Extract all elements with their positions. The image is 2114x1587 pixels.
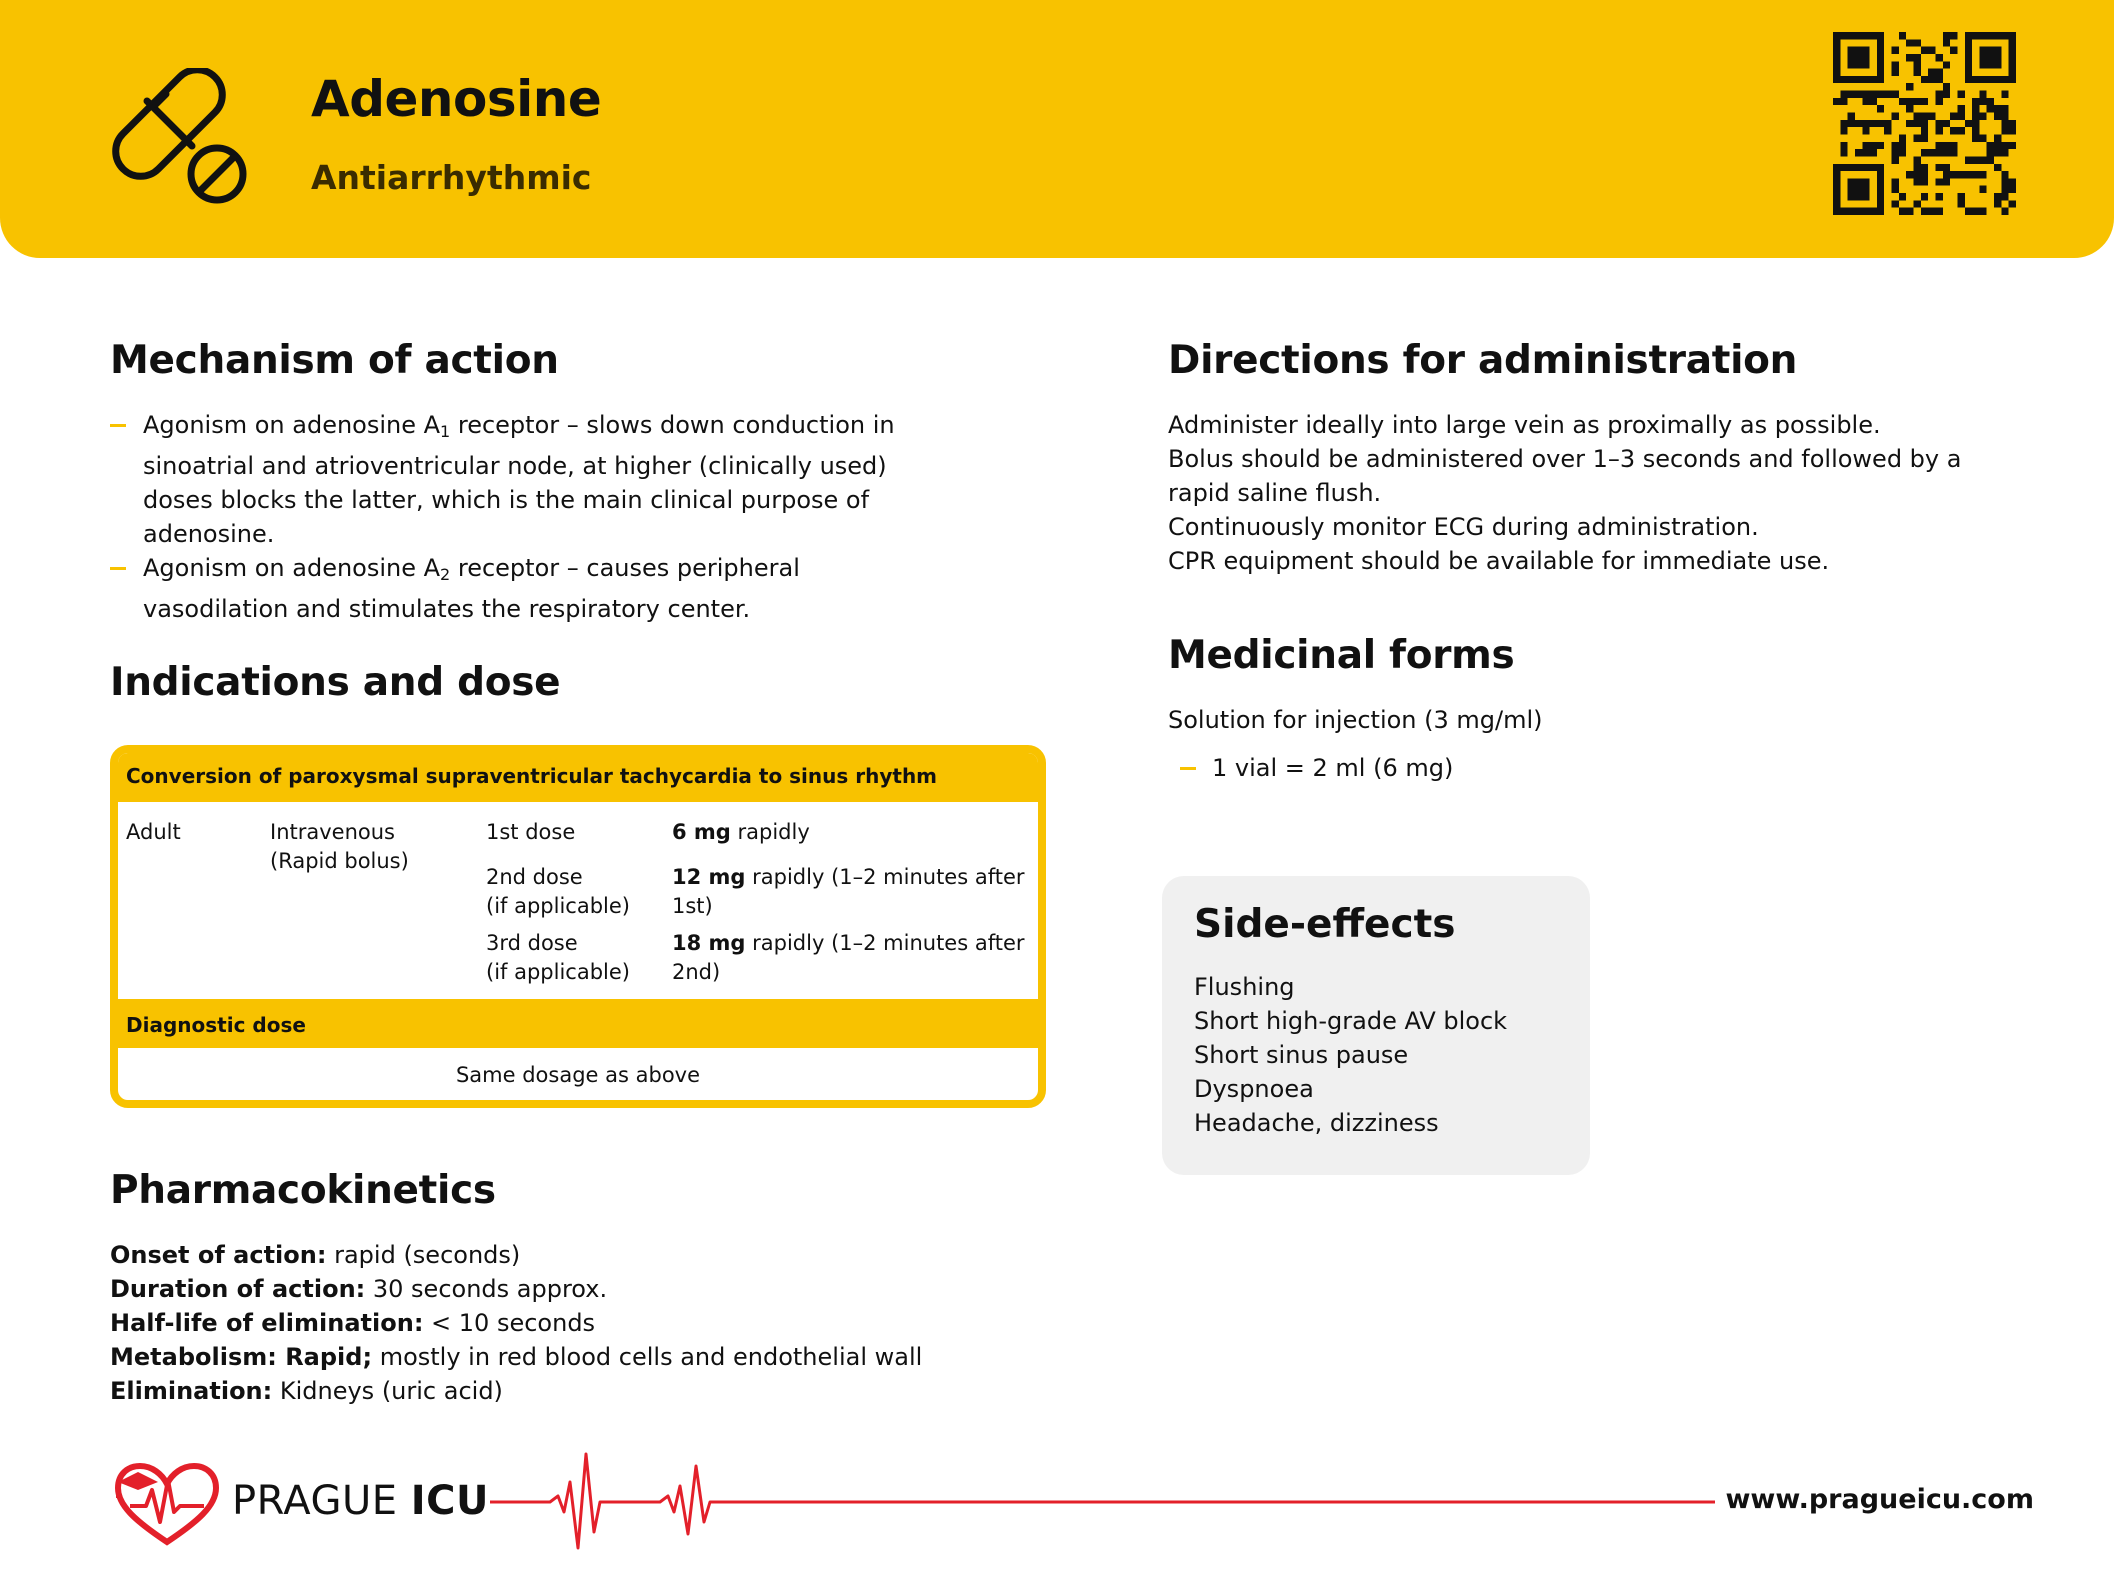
list-item: 1 vial = 2 ml (6 mg) (1180, 751, 1453, 785)
side-effects-panel (1162, 876, 1590, 1175)
dose-value: 18 mg rapidly (1–2 minutes after 2nd) (672, 931, 1025, 984)
bullet-dash (110, 567, 126, 570)
route-cell: Intravenous (Rapid bolus) (270, 820, 409, 873)
drug-class: Antiarrhythmic (311, 158, 592, 197)
list-item: Short high-grade AV block (1194, 1007, 1508, 1035)
diagnostic-dose-text: Same dosage as above (455, 1063, 701, 1087)
list-item: Agonism on adenosine $A_2$ receptor – causes peripheral vasodilation and stimulates the respiratory center. (110, 551, 910, 626)
header-banner (0, 0, 2114, 258)
brand-name: PRAGUE ICU (232, 1478, 489, 1524)
pk-row: Duration of action: 30 seconds approx. (110, 1275, 608, 1303)
mechanism-list (110, 408, 910, 626)
qr-code-icon[interactable] (1833, 32, 2016, 215)
directions-heading: Directions for administration (1168, 338, 1798, 383)
pk-row: Elimination: Kidneys (uric acid) (110, 1377, 503, 1405)
pk-row: Onset of action: rapid (seconds) (110, 1241, 521, 1269)
dose-label: 3rd dose (if applicable) (486, 931, 630, 984)
directions-text: Administer ideally into large vein as proximally as possible. Bolus should be administered over 1–3 seconds and followed by a rapid saline flush. Continuously monitor ECG during administration. CPR equipment should be available for immediate use. (1168, 411, 1962, 575)
bullet-dash (1180, 767, 1196, 770)
dose-value: 6 mg rapidly (672, 820, 810, 844)
ecg-line-icon (490, 1452, 1715, 1552)
side-effects-list (1194, 970, 1507, 1140)
pharmacokinetics-heading: Pharmacokinetics (110, 1168, 496, 1213)
indication-band: Conversion of paroxysmal supraventricular tachycardia to sinus rhythm (118, 753, 1038, 802)
indications-heading: Indications and dose (110, 660, 561, 705)
list-item: Headache, dizziness (1194, 1109, 1439, 1137)
bullet-dash (110, 424, 126, 427)
dose-label: 1st dose (486, 820, 576, 844)
dose-value: 12 mg rapidly (1–2 minutes after 1st) (672, 865, 1025, 918)
dose-table (110, 745, 1046, 1108)
pharmacokinetics-list (110, 1238, 1010, 1408)
list-item: Dyspnoea (1194, 1075, 1314, 1103)
pill-icon (100, 68, 260, 208)
pk-row: Half-life of elimination: < 10 seconds (110, 1309, 596, 1337)
list-item: Agonism on adenosine $A_1$ receptor – slows down conduction in sinoatrial and atrioventricular node, at higher (clinically used) doses blocks the latter, which is the main clinical purpose of adenosine. (110, 408, 910, 551)
dose-label: 2nd dose (if applicable) (486, 865, 630, 918)
population-cell: Adult (126, 820, 181, 844)
website-link[interactable]: www.pragueicu.com (1725, 1484, 2034, 1515)
heart-ecg-logo-icon (112, 1460, 222, 1550)
list-item: Flushing (1194, 973, 1295, 1001)
pk-row: Metabolism: Rapid; mostly in red blood cells and endothelial wall (110, 1343, 923, 1371)
drug-title: Adenosine (311, 70, 602, 128)
forms-intro: Solution for injection (3 mg/ml) (1168, 706, 1543, 734)
forms-heading: Medicinal forms (1168, 633, 1515, 678)
mechanism-heading: Mechanism of action (110, 338, 559, 383)
diagnostic-band: Diagnostic dose (118, 999, 1038, 1048)
list-item: Short sinus pause (1194, 1041, 1409, 1069)
side-effects-heading: Side-effects (1194, 902, 1456, 947)
